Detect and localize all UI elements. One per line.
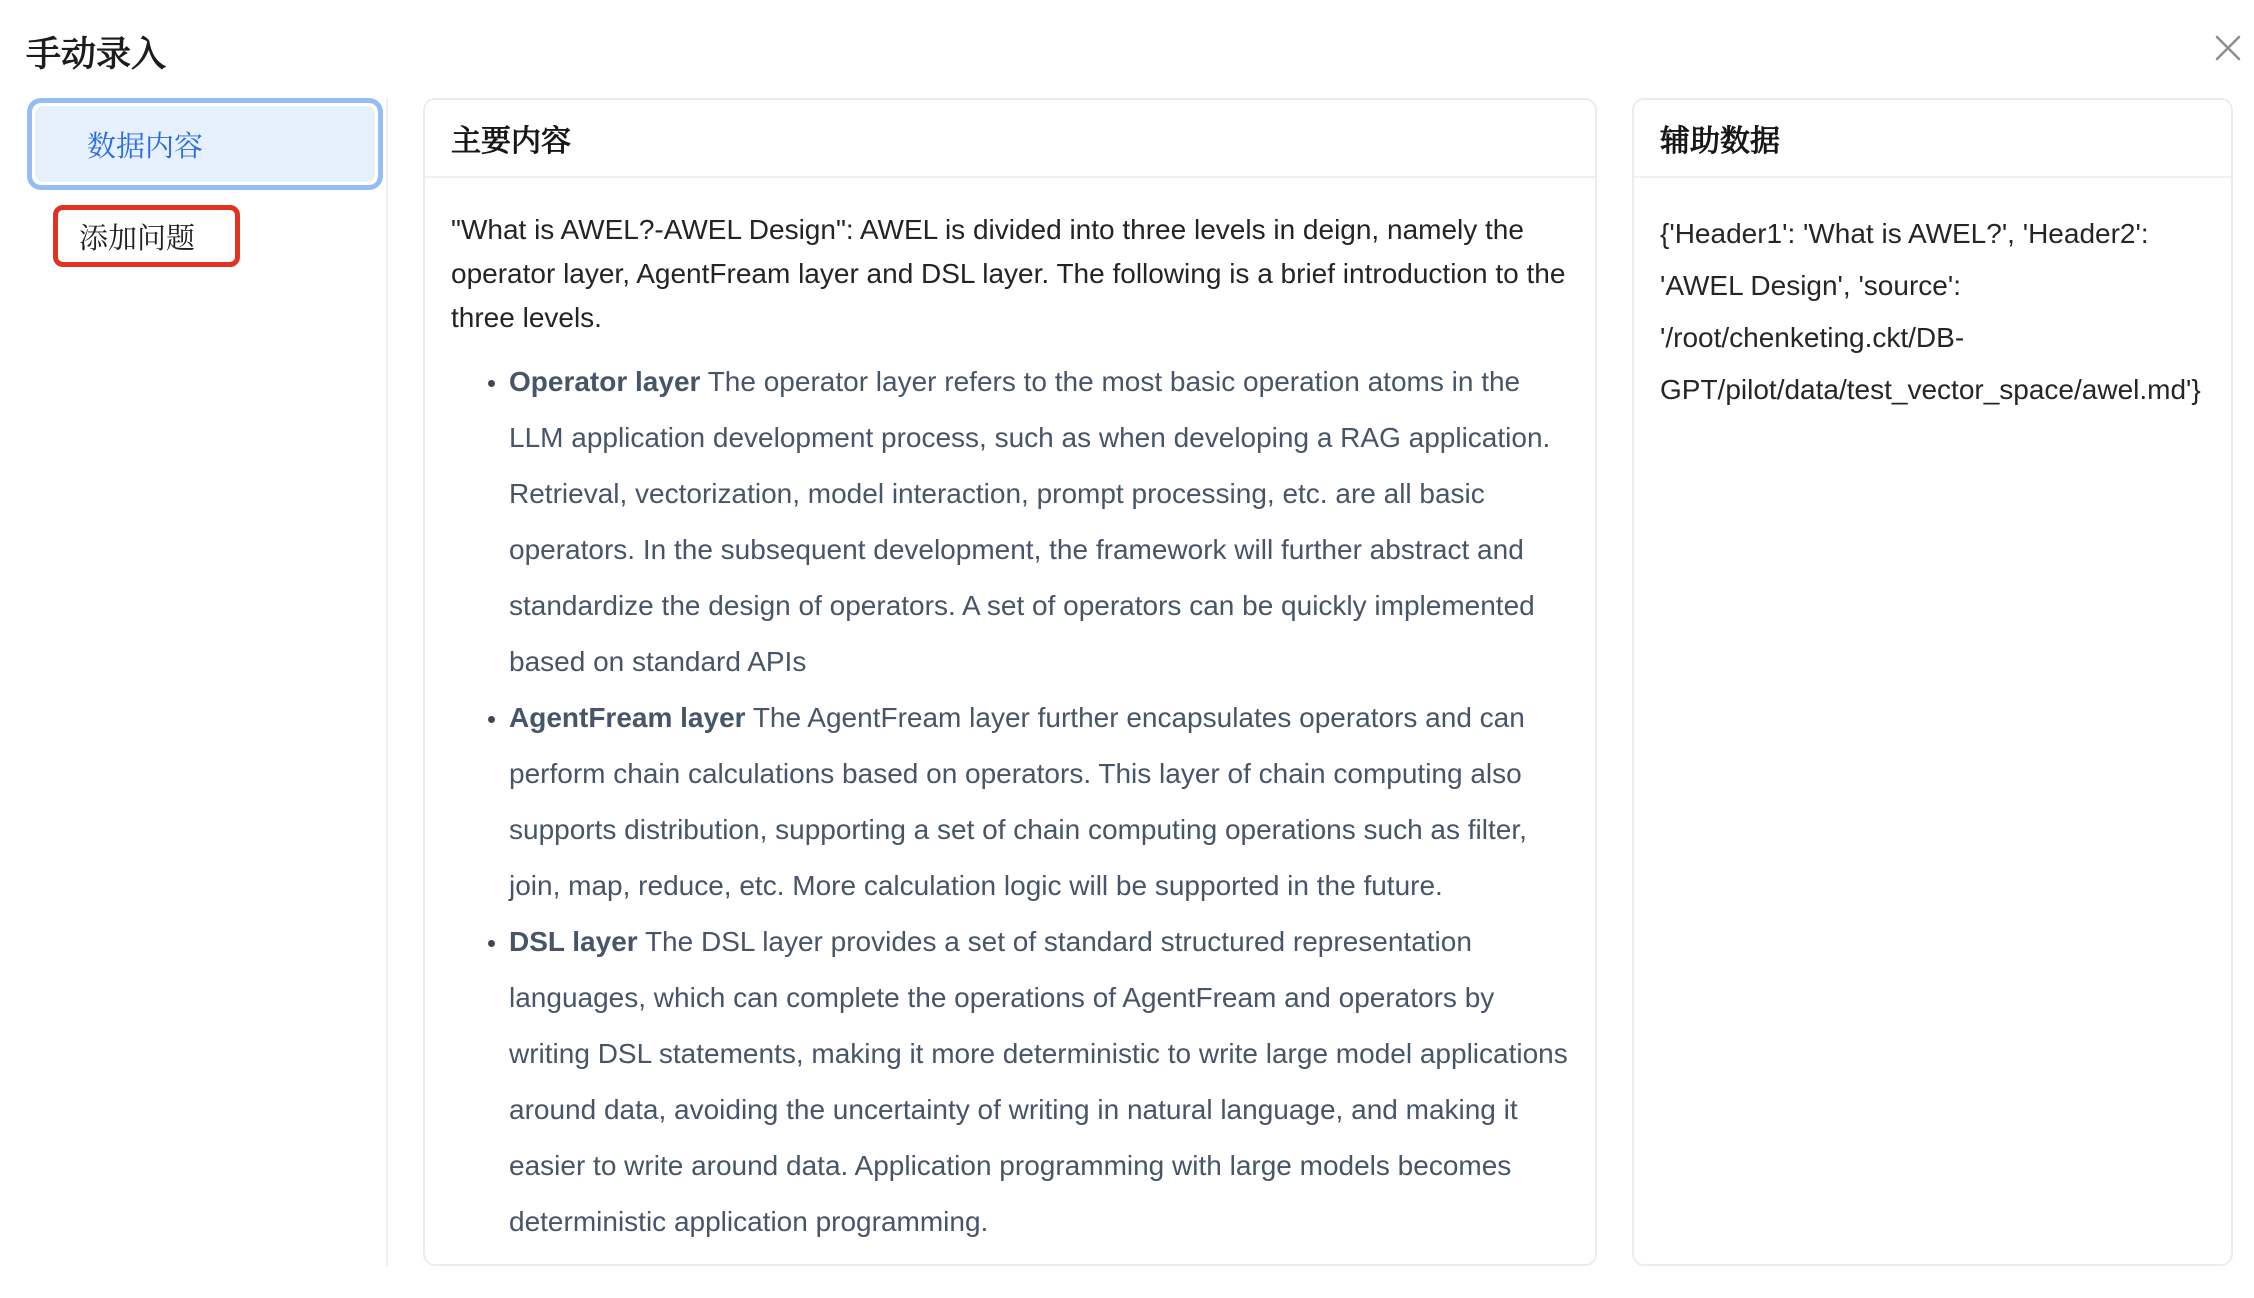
intro-paragraph: "What is AWEL?-AWEL Design": AWEL is divided into three levels in deign, namely the operator layer, AgentFream layer and DSL layer. The following is a brief introduction to the three levels. xyxy=(451,214,1566,333)
aux-data-content: {'Header1': 'What is AWEL?', 'Header2': 'AWEL Design', 'source': '/root/chenketing.ckt/DB-GPT/pilot/data/test_vector_space/awel.md'} xyxy=(1660,218,2201,405)
close-icon xyxy=(2215,35,2241,61)
close-button[interactable] xyxy=(2204,24,2252,72)
levels-list xyxy=(451,354,1569,1250)
list-item-term: AgentFream layer xyxy=(509,702,746,733)
list-item-dsl-layer xyxy=(509,914,1569,1250)
aux-data-card xyxy=(1632,98,2233,1266)
modal-title: 手动录入 xyxy=(26,35,167,74)
list-item-text: The DSL layer provides a set of standard structured representation languages, which can complete the operations of AgentFream and operators by writing DSL statements, making it more deterministic to write large model applications around data, avoiding the uncertainty of writing in natural language, and making it easier to write around data. Application programming with large models becomes deterministic application programming. xyxy=(509,926,1568,1237)
sidebar-item-add-question[interactable]: 添加问题 xyxy=(79,222,196,255)
aux-card-title: 辅助数据 xyxy=(1634,100,2231,178)
main-content-card xyxy=(423,98,1597,1266)
sidebar xyxy=(24,98,388,1266)
list-item-text: The operator layer refers to the most basic operation atoms in the LLM application development process, such as when developing a RAG application. Retrieval, vectorization, model interaction, prompt processing, etc. are all basic operators. In the subsequent development, the framework will further abstract and standardize the design of operators. A set of operators can be quickly implemented based on standard APIs xyxy=(509,366,1551,677)
list-item-operator-layer xyxy=(509,354,1569,690)
list-item-agentfream-layer xyxy=(509,690,1569,914)
sidebar-item-data-content[interactable] xyxy=(27,98,383,190)
click-annotation-box xyxy=(53,205,240,267)
list-item-term: Operator layer xyxy=(509,366,701,397)
list-item-text: The AgentFream layer further encapsulates operators and can perform chain calculations based on operators. This layer of chain computing also supports distribution, supporting a set of chain computing operations such as filter, join, map, reduce, etc. More calculation logic will be supported in the future. xyxy=(509,702,1527,901)
main-card-title: 主要内容 xyxy=(425,100,1595,178)
sidebar-item-label: 数据内容 xyxy=(35,106,375,182)
main-card-body xyxy=(425,178,1595,1250)
list-item-term: DSL layer xyxy=(509,926,638,957)
